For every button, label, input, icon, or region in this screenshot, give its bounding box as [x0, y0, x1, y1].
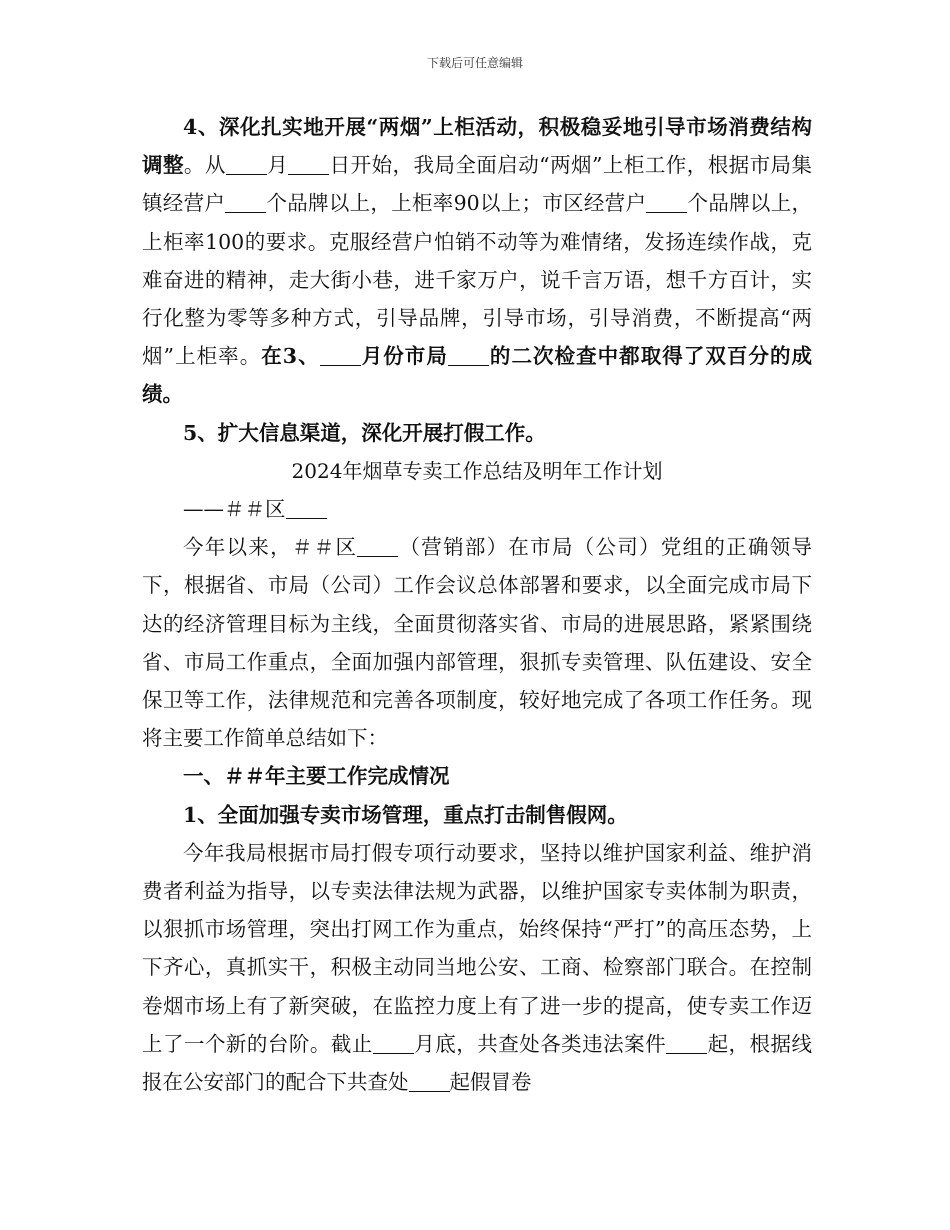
page-header: 下载后可任意编辑: [426, 56, 523, 70]
blank-field: [225, 192, 266, 214]
blank-field: [646, 192, 687, 214]
text-run: 月: [266, 153, 289, 178]
paragraph-4: [142, 108, 812, 414]
text-run: 起，根据线报在公安部门的配合下共查处: [142, 1031, 813, 1095]
blank-field: [226, 154, 267, 176]
text-run: 。从: [183, 153, 226, 178]
blank-field: [288, 154, 329, 176]
blank-field: [666, 1032, 707, 1054]
item-4-heading: 4、深化扎实地开展“两烟”上柜活动，积极稳妥地引导市场消费结构调整: [142, 115, 812, 178]
text-run: 日开始，我局全面启动“两烟”上柜工作，根据市局集镇经营户: [142, 153, 813, 216]
blank-field: [373, 1032, 414, 1054]
market-management-paragraph: [142, 834, 812, 1101]
document-title: 2024年烟草专卖工作总结及明年工作计划: [291, 458, 663, 483]
text-run: 个品牌以上，上柜率100的要求。克服经营户怕销不动等为难情绪，发扬连续作战，克难奋进的精神，走大街小巷，进千家万户，说千言万语，想千方百计，实行化整为零等多种方式，引导品牌，引导市场，引导消费，不断提高“两烟”上柜率。: [142, 191, 813, 369]
text-run: 今年我局根据市局打假专项行动要求，坚持以维护国家利益、维护消费者利益为指导，以专卖法律法规为武器，以维护国家专卖体制为职责，以狠抓市场管理，突出打网工作为重点，始终保持“严打”的高压态势，上下齐心，真抓实干，积极主动同当地公安、工商、检察部门联合。在控制卷烟市场上有了新突破，在监控力度上有了进一步的提高，使专卖工作迈上了一个新的台阶。截止: [142, 840, 812, 1056]
subsection-heading-1: 1、全面加强专卖市场管理，重点打击制售假网。: [183, 802, 628, 827]
blank-field: [409, 1071, 450, 1093]
byline-text: ——＃＃区: [183, 497, 286, 522]
document-body: [142, 108, 812, 1101]
byline: [142, 490, 812, 528]
item-5-heading: 5、扩大信息渠道，深化开展打假工作。: [183, 420, 546, 445]
blank-field: [448, 345, 489, 367]
bold-run: 在3、: [261, 344, 320, 369]
text-run: 月底，共查处各类违法案件: [413, 1031, 667, 1056]
bold-run: 的二次检查中都取得了双百分的成绩。: [142, 344, 813, 407]
intro-paragraph: [142, 528, 812, 757]
text-run: 今年以来，＃＃区: [183, 535, 358, 560]
text-run: （营销部）在市局（公司）党组的正确领导下，根据省、市局（公司）工作会议总体部署和要求，以全面完成市局下达的经济管理目标为主线，全面贯彻落实省、市局的进展思路，紧紧围绕省、市局工作重点，全面加强内部管理，狠抓专卖管理、队伍建设、安全保卫等工作，法律规范和完善各项制度，较好地完成了各项工作任务。现将主要工作简单总结如下：: [142, 535, 813, 751]
blank-field: [357, 536, 398, 558]
text-run: 起假冒卷: [449, 1070, 532, 1095]
section-heading-1: 一、＃＃年主要工作完成情况: [183, 764, 450, 789]
blank-field: [286, 498, 327, 520]
text-run: 个品牌以上，上柜率90以上；市区经营户: [266, 191, 647, 216]
blank-field: [320, 345, 361, 367]
bold-run: 月份市局: [360, 344, 448, 369]
